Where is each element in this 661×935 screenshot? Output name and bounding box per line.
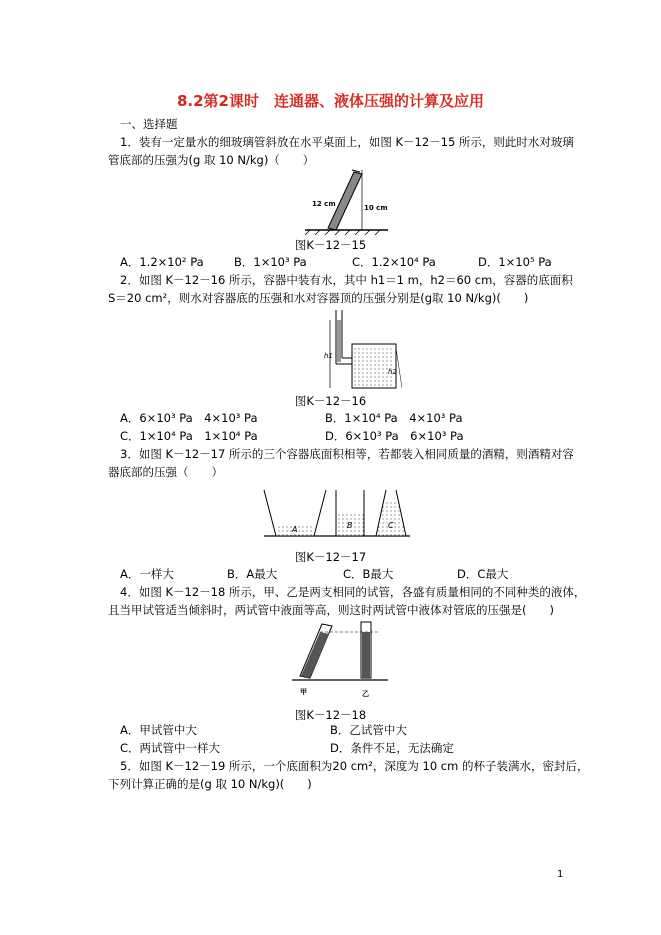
label-10cm: 10 cm — [364, 204, 388, 212]
q1-option-a: A．1.2×10² Pa — [120, 255, 204, 269]
q2-option-d: D．6×10³ Pa 6×10³ Pa — [325, 429, 464, 443]
figure-k-12-17 — [262, 486, 412, 542]
q2-option-a: A．6×10³ Pa 4×10³ Pa — [120, 411, 258, 425]
q4-option-d: D．条件不足，无法确定 — [330, 741, 454, 755]
label-h1: h1 — [324, 352, 333, 360]
question-4-line-1: 4．如图 K－12－18 所示，甲、乙是两支相同的试管，各盛有质量相同的不同种类的液体， — [120, 585, 586, 599]
label-yi: 乙 — [362, 690, 369, 698]
label-b: B — [347, 521, 353, 530]
figure-caption-k-12-16: 图K－12－16 — [294, 394, 367, 408]
figure-k-12-18 — [290, 618, 390, 700]
question-3-line-1: 3．如图 K－12－17 所示的三个容器底面积相等，若都装入相同质量的酒精，则酒精对容 — [120, 447, 574, 461]
section-heading: 一、选择题 — [120, 117, 178, 131]
figure-k-12-16 — [322, 308, 402, 392]
figure-caption-k-12-15: 图K－12－15 — [294, 238, 367, 252]
label-c: C — [388, 521, 394, 530]
page-number: 1 — [557, 869, 564, 880]
question-2-line-1: 2．如图 K－12－16 所示，容器中装有水，其中 h1＝1 m，h2＝60 cm，容器的底面积 — [120, 273, 573, 287]
q3-option-a: A．一样大 — [120, 567, 174, 581]
q2-option-c: C．1×10⁴ Pa 1×10⁴ Pa — [120, 429, 258, 443]
question-5-line-2: 下列计算正确的是(g 取 10 N/kg)( ) — [108, 777, 312, 791]
figure-caption-k-12-18: 图K－12－18 — [294, 708, 367, 722]
q4-option-a: A．甲试管中大 — [120, 723, 197, 737]
question-5-line-1: 5．如图 K－12－19 所示，一个底面积为20 cm²，深度为 10 cm 的杯子装满水，密封后， — [120, 759, 589, 773]
q4-option-b: B．乙试管中大 — [330, 723, 407, 737]
q1-option-b: B．1×10³ Pa — [234, 255, 307, 269]
q2-option-b: B．1×10⁴ Pa 4×10³ Pa — [325, 411, 463, 425]
question-1-line-2: 管底部的压强为(g 取 10 N/kg)（ ） — [108, 153, 315, 167]
question-3-line-2: 器底部的压强（ ） — [108, 465, 223, 479]
question-4-line-2: 且当甲试管适当倾斜时，两试管中液面等高，则这时两试管中液体对管底的压强是( ) — [108, 603, 554, 617]
q3-option-d: D．C最大 — [457, 567, 509, 581]
question-2-line-2: S＝20 cm²，则水对容器底的压强和水对容器顶的压强分别是(g取 10 N/kg)( ) — [108, 291, 529, 305]
label-12cm: 12 cm — [312, 200, 336, 208]
label-h2: h2 — [388, 368, 397, 376]
figure-caption-k-12-17: 图K－12－17 — [294, 550, 367, 564]
label-jia: 甲 — [300, 688, 307, 696]
q1-option-d: D．1×10⁵ Pa — [478, 255, 552, 269]
q1-option-c: C．1.2×10⁴ Pa — [352, 255, 436, 269]
q3-option-b: B．A最大 — [227, 567, 278, 581]
label-a: A — [292, 525, 298, 534]
page-title: 8.2第2课时 连通器、液体压强的计算及应用 — [176, 92, 484, 110]
figure-k-12-15 — [300, 168, 390, 236]
q4-option-c: C．两试管中一样大 — [120, 741, 221, 755]
q3-option-c: C．B最大 — [343, 567, 394, 581]
question-1-line-1: 1．装有一定量水的细玻璃管斜放在水平桌面上，如图 K－12－15 所示，则此时水对玻璃 — [120, 135, 574, 149]
